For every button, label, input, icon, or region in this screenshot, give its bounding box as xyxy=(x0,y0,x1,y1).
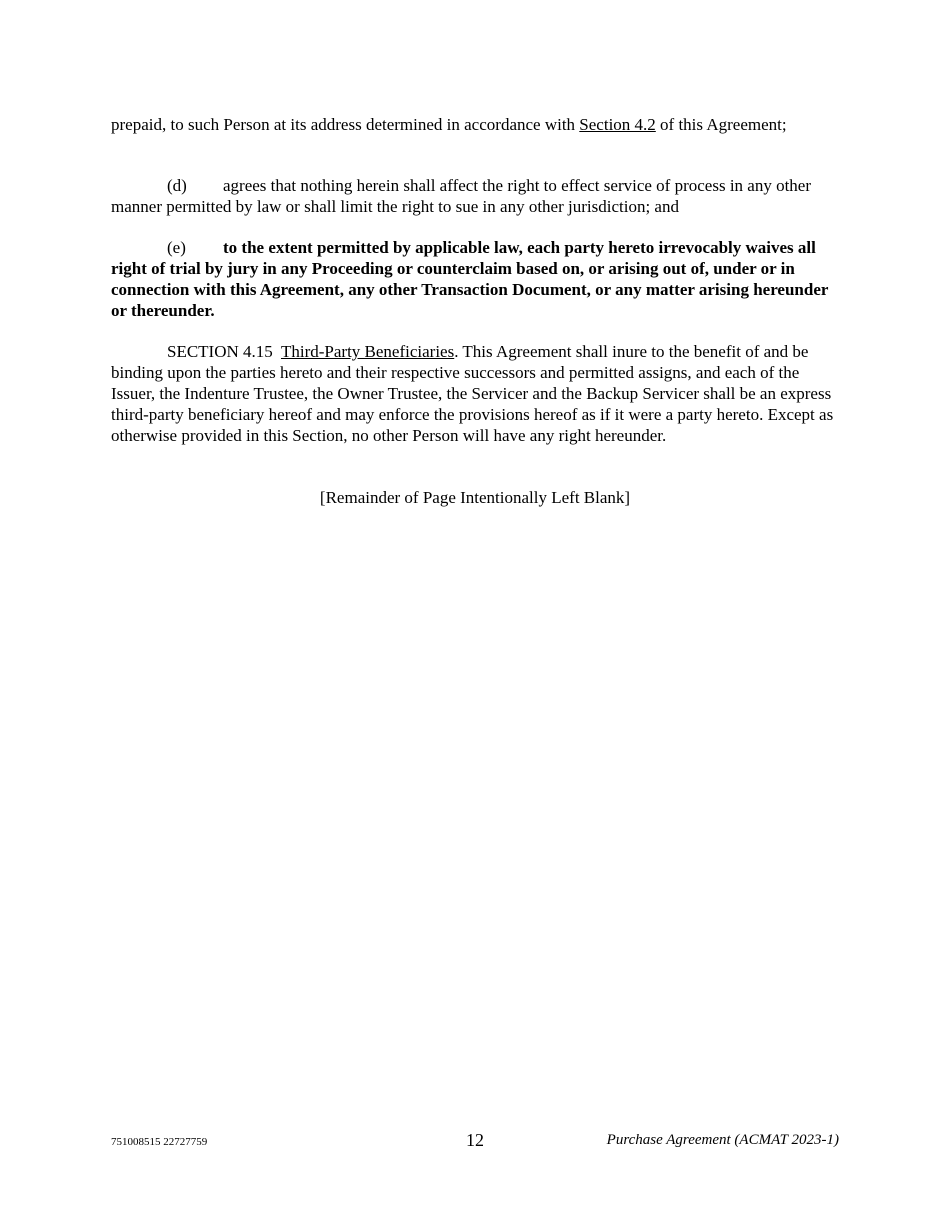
section-text: . This Agreement shall inure to the benefit of and be binding upon the parties hereto and their respective successors and permitted assigns, and each of the Issuer, the Indenture Trustee, the Owner Trustee, the Servicer and the Backup Servicer shall be an express third-party beneficiary hereof and may enforce the provisions hereof as if it were a party hereto. Except as otherwise provided in this Section, no other Person will have any right hereunder. xyxy=(111,342,834,445)
paragraph-e xyxy=(111,237,839,321)
section-heading: Third-Party Beneficiaries xyxy=(280,342,455,361)
paragraph-text: prepaid, to such Person at its address determined in accordance with xyxy=(111,115,580,134)
section-number: SECTION 4.15 xyxy=(167,342,273,361)
paragraph-text: of this Agreement; xyxy=(655,115,787,134)
document-title: Purchase Agreement (ACMAT 2023-1) xyxy=(606,1132,839,1148)
section-reference-link: Section 4.2 xyxy=(579,115,656,134)
jury-waiver-text: to the extent permitted by applicable law, each party hereto irrevocably waives all right of trial by jury in any Proceeding or counterclaim based on, or arising out of, under or in connection with this Agreement, any other Transaction Document, or any matter arising hereunder or thereunder. xyxy=(111,238,829,320)
remainder-blank-notice: [Remainder of Page Intentionally Left Blank] xyxy=(319,488,631,507)
paragraph-c-continuation xyxy=(111,114,839,135)
page-footer xyxy=(111,1130,839,1154)
page-number: 12 xyxy=(466,1130,484,1150)
section-4-15 xyxy=(111,341,839,446)
paragraph-d xyxy=(111,175,839,217)
paragraph-text: agrees that nothing herein shall affect the right to effect service of process in any other manner permitted by law or shall limit the right to sue in any other jurisdiction; and xyxy=(111,176,812,216)
document-id: 751008515 22727759 xyxy=(111,1136,208,1148)
clause-label: (e) xyxy=(167,238,186,257)
clause-label: (d) xyxy=(167,176,187,195)
